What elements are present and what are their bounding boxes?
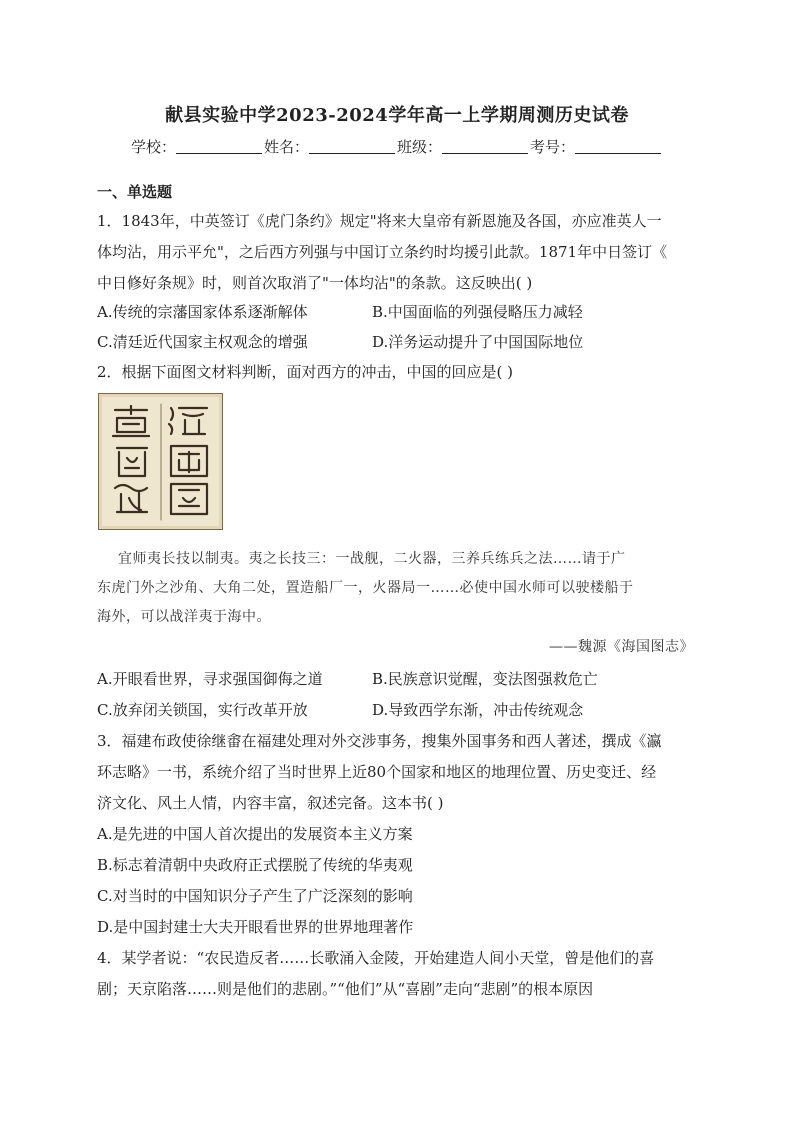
haiguo-tuzhi-cover-image: [98, 393, 223, 530]
q3-option-c: C.对当时的中国知识分子产生了广泛深刻的影响: [97, 887, 413, 905]
q2-option-b: B.民族意识觉醒，变法图强救危亡: [372, 670, 598, 688]
page-title: 献县实验中学2023-2024学年高一上学期周测历史试卷: [165, 105, 629, 126]
school-blank: [176, 139, 262, 154]
q2-option-a: A.开眼看世界，寻求强国御侮之道: [97, 670, 323, 688]
q2-quote-line: 宜师夷长技以制夷。夷之长技三：一战舰，二火器，三养兵练兵之法……请于广: [118, 551, 626, 567]
q3-stem-line: 3．福建布政使徐继畬在福建处理对外交涉事务，搜集外国事务和西人著述，撰成《瀛: [97, 732, 662, 750]
q3-option-a: A.是先进的中国人首次提出的发展资本主义方案: [97, 825, 413, 843]
seal-script-glyphs: [99, 394, 222, 529]
q1-stem-line: 中日修好条规》时，则首次取消了"一体均沾"的条款。这反映出( ): [97, 274, 533, 292]
q2-quote-line: 海外，可以战洋夷于海中。: [97, 609, 271, 625]
q2-quote-source: ——魏源《海国图志》: [549, 639, 694, 655]
q3-option-b: B.标志着清朝中央政府正式摆脱了传统的华夷观: [97, 856, 413, 874]
class-label: 班级：: [397, 138, 443, 156]
q2-stem: 2．根据下面图文材料判断，面对西方的冲击，中国的回应是( ): [97, 363, 514, 381]
section-heading: 一、单选题: [97, 183, 173, 201]
class-blank: [442, 139, 528, 154]
student-info-row: [0, 136, 794, 157]
q1-option-d: D.洋务运动提升了中国国际地位: [372, 333, 584, 351]
exam-no-label: 考号：: [530, 138, 576, 156]
q3-stem-line: 环志略》一书，系统介绍了当时世界上近80个国家和地区的地理位置、历史变迁、经: [97, 763, 657, 781]
q1-stem-line: 体均沾，用示平允"，之后西方列强与中国订立条约时均援引此款。1871年中日签订《: [97, 243, 668, 261]
q2-quote-line: 东虎门外之沙角、大角二处，置造船厂一，火器局一……必使中国水师可以驶楼船于: [97, 580, 634, 596]
exam-no-blank: [575, 139, 661, 154]
q4-stem-line: 4．某学者说：“农民造反者……长歌涌入金陵，开始建造人间小天堂，曾是他们的喜: [97, 949, 655, 967]
q2-option-c: C.放弃闭关锁国，实行改革开放: [97, 701, 308, 719]
q1-option-c: C.清廷近代国家主权观念的增强: [97, 333, 308, 351]
q1-option-b: B.中国面临的列强侵略压力减轻: [372, 303, 583, 321]
name-label: 姓名：: [263, 138, 309, 156]
q4-stem-line: 剧；天京陷落……则是他们的悲剧。”“他们”从“喜剧”走向“悲剧”的根本原因: [97, 980, 594, 998]
q1-stem-line: 1．1843年，中英签订《虎门条约》规定"将来大皇帝有新恩施及各国，亦应准英人一: [97, 212, 662, 230]
q3-stem-line: 济文化、风土人情，内容丰富，叙述完备。这本书( ): [97, 794, 444, 812]
q1-option-a: A.传统的宗藩国家体系逐渐解体: [97, 303, 308, 321]
school-label: 学校：: [130, 138, 176, 156]
name-blank: [309, 139, 395, 154]
q3-option-d: D.是中国封建士大夫开眼看世界的世界地理著作: [97, 918, 414, 936]
q2-option-d: D.导致西学东渐，冲击传统观念: [372, 701, 584, 719]
